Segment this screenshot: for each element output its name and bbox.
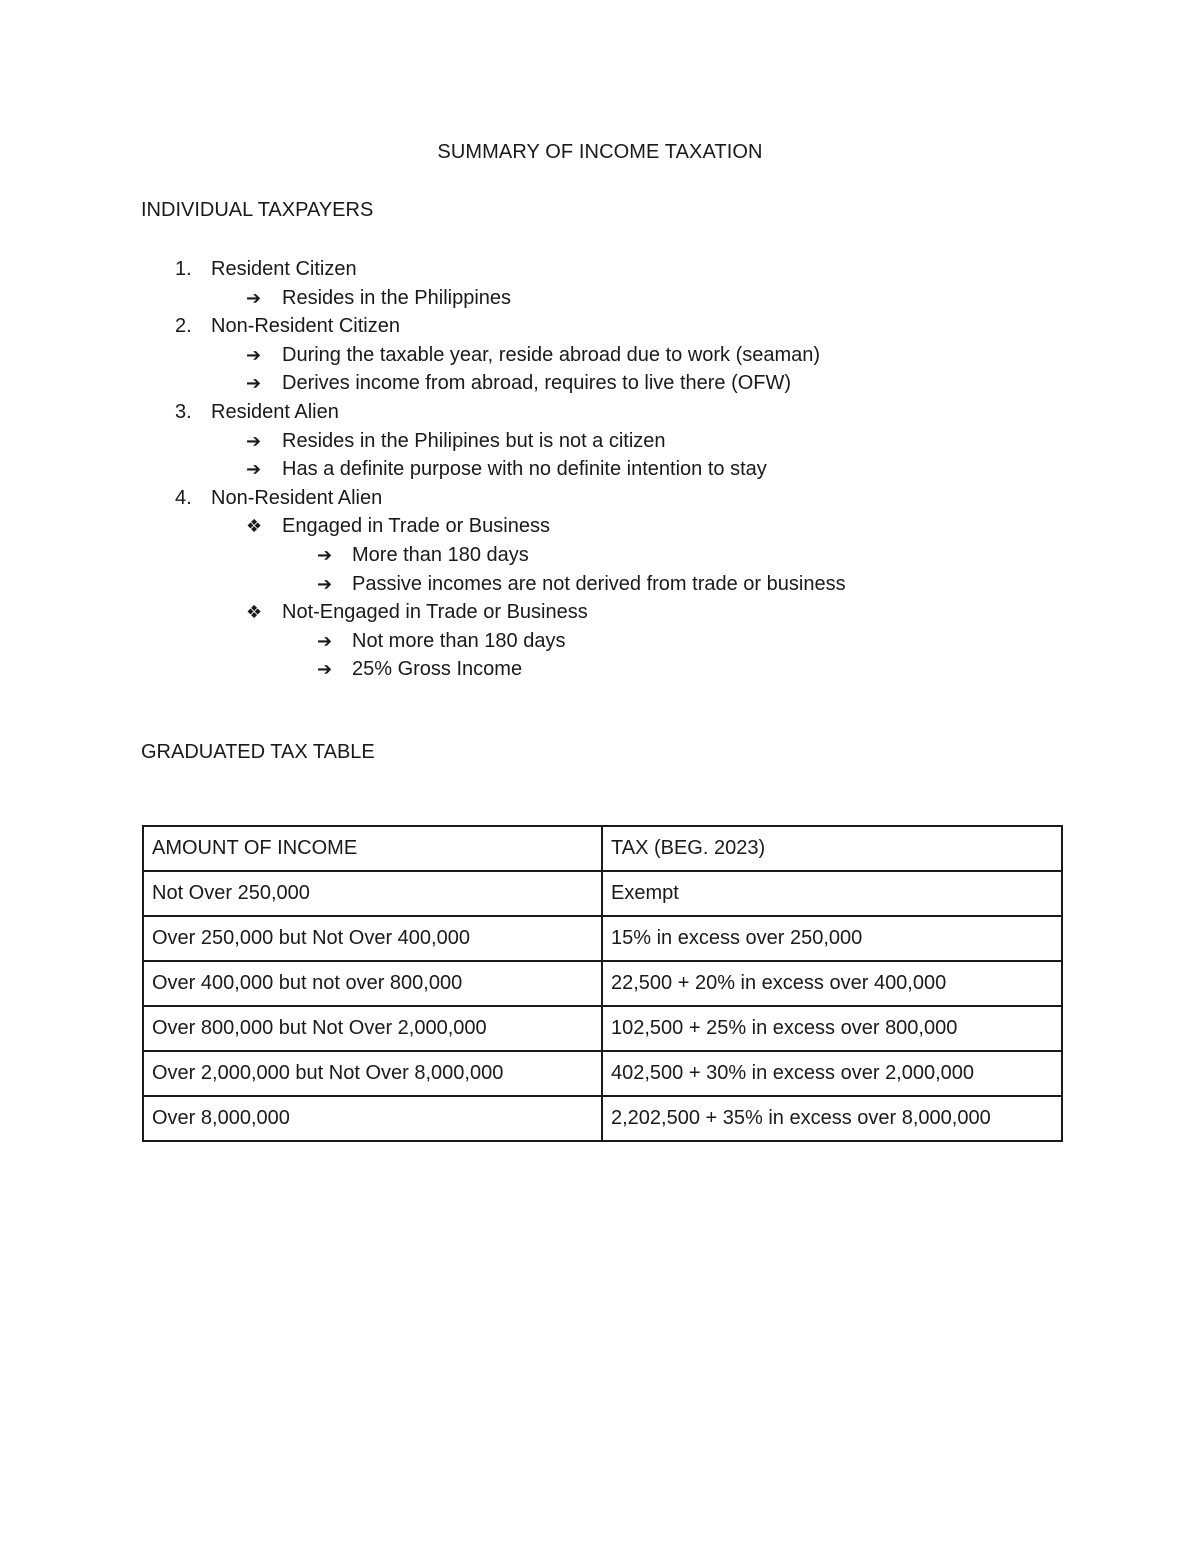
list-subsubitem — [0, 570, 1200, 599]
income-bracket-cell: Over 400,000 but not over 800,000 — [143, 961, 602, 1006]
table-header-cell: TAX (BEG. 2023) — [602, 826, 1062, 871]
document-title: SUMMARY OF INCOME TAXATION — [437, 141, 763, 163]
income-bracket-cell: Over 2,000,000 but Not Over 8,000,000 — [143, 1051, 602, 1096]
individual-taxpayers-heading: INDIVIDUAL TAXPAYERS — [141, 199, 374, 221]
list-subgroup — [0, 512, 1200, 541]
four-diamond-bullet-icon: ❖ — [246, 516, 263, 537]
graduated-tax-table-heading: GRADUATED TAX TABLE — [141, 741, 375, 763]
right-arrow-icon: ➔ — [317, 573, 333, 594]
list-item — [0, 484, 1200, 513]
list-subitem-text: Resides in the Philipines but is not a citizen — [282, 429, 666, 452]
income-bracket-cell: Over 800,000 but Not Over 2,000,000 — [143, 1006, 602, 1051]
table-row — [143, 1051, 1062, 1096]
right-arrow-icon: ➔ — [246, 287, 262, 308]
right-arrow-icon: ➔ — [246, 344, 262, 365]
list-subsubitem-text: Not more than 180 days — [352, 629, 566, 652]
list-subsubitem-text: Passive incomes are not derived from trade or business — [352, 572, 846, 595]
taxpayer-type-label: Non-Resident Citizen — [211, 315, 400, 338]
taxpayer-type-label: Resident Citizen — [211, 258, 357, 280]
table-header-row — [143, 826, 1062, 871]
taxpayer-type-label: Non-Resident Alien — [211, 486, 383, 509]
right-arrow-icon: ➔ — [246, 430, 262, 451]
list-item — [0, 398, 1200, 427]
table-row — [143, 1006, 1062, 1051]
right-arrow-icon: ➔ — [246, 373, 262, 394]
table-header-cell: AMOUNT OF INCOME — [143, 826, 602, 871]
list-subgroup-label: Not-Engaged in Trade or Business — [282, 601, 588, 624]
tax-rate-cell: 15% in excess over 250,000 — [602, 916, 1062, 961]
four-diamond-bullet-icon: ❖ — [246, 602, 263, 623]
list-number: 2. — [175, 315, 192, 338]
list-subitem — [0, 369, 1200, 398]
list-number: 1. — [175, 258, 192, 280]
income-bracket-cell: Over 250,000 but Not Over 400,000 — [143, 916, 602, 961]
right-arrow-icon: ➔ — [317, 659, 333, 680]
list-subsubitem — [0, 627, 1200, 656]
right-arrow-icon: ➔ — [317, 544, 333, 565]
right-arrow-icon: ➔ — [317, 630, 333, 651]
table-row — [143, 961, 1062, 1006]
table-row — [143, 1096, 1062, 1141]
income-bracket-cell: Not Over 250,000 — [143, 871, 602, 916]
list-subitem — [0, 455, 1200, 484]
tax-rate-cell: 22,500 + 20% in excess over 400,000 — [602, 961, 1062, 1006]
list-subitem — [0, 284, 1200, 313]
table-row — [143, 916, 1062, 961]
list-subsubitem — [0, 655, 1200, 684]
list-subsubitem — [0, 541, 1200, 570]
list-subgroup — [0, 598, 1200, 627]
list-item — [0, 312, 1200, 341]
list-item — [0, 255, 1200, 284]
list-subitem — [0, 427, 1200, 456]
list-subitem-text: Derives income from abroad, requires to live there (OFW) — [282, 372, 792, 395]
list-subsubitem-text: 25% Gross Income — [352, 658, 523, 681]
list-subitem — [0, 341, 1200, 370]
list-subitem-text: Has a definite purpose with no definite intention to stay — [282, 458, 767, 481]
list-subitem-text: Resides in the Philippines — [282, 286, 512, 309]
tax-rate-cell: Exempt — [602, 871, 1062, 916]
list-subsubitem-text: More than 180 days — [352, 543, 529, 566]
taxpayer-list — [0, 255, 1200, 684]
income-bracket-cell: Over 8,000,000 — [143, 1096, 602, 1141]
list-subitem-text: During the taxable year, reside abroad due to work (seaman) — [282, 343, 821, 366]
tax-rate-cell: 102,500 + 25% in excess over 800,000 — [602, 1006, 1062, 1051]
table-row — [143, 871, 1062, 916]
taxpayer-type-label: Resident Alien — [211, 400, 339, 423]
tax-rate-cell: 2,202,500 + 35% in excess over 8,000,000 — [602, 1096, 1062, 1141]
list-subgroup-label: Engaged in Trade or Business — [282, 515, 550, 538]
list-number: 4. — [175, 486, 192, 509]
tax-rate-cell: 402,500 + 30% in excess over 2,000,000 — [602, 1051, 1062, 1096]
list-number: 3. — [175, 400, 192, 423]
right-arrow-icon: ➔ — [246, 459, 262, 480]
graduated-tax-table — [142, 825, 1063, 1142]
